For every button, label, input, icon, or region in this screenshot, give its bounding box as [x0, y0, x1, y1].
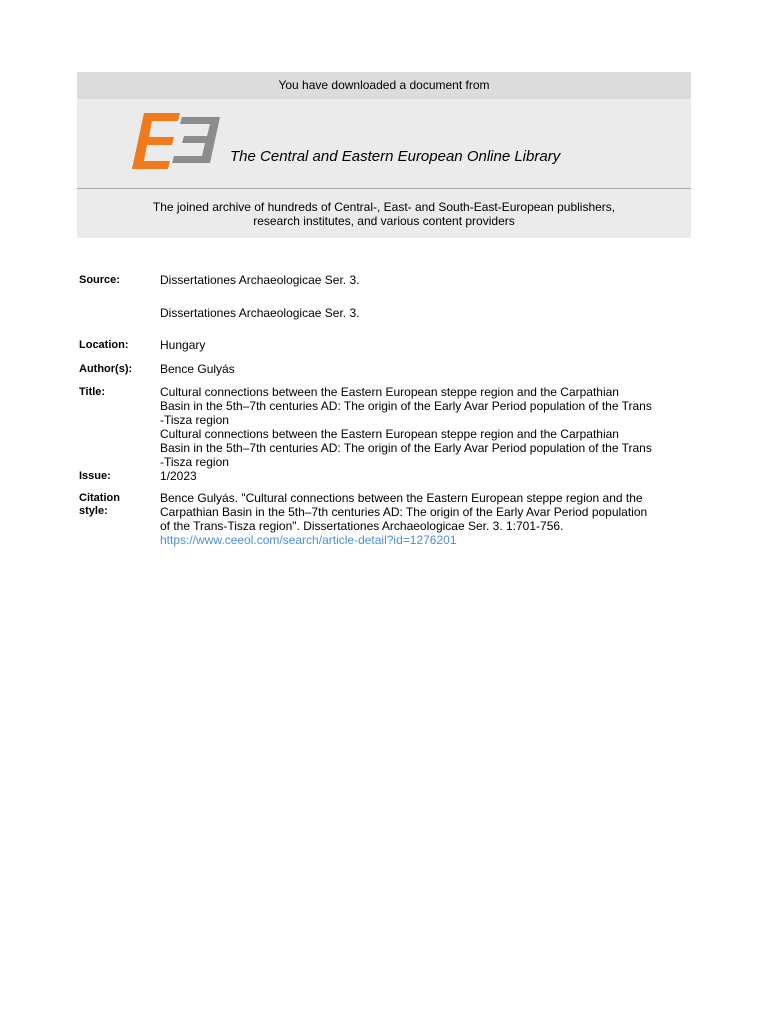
citation-label-line: style: — [79, 505, 108, 517]
library-title: The Central and Eastern European Online Library — [230, 148, 561, 165]
title-line: Basin in the 5th–7th centuries AD: The origin of the Early Avar Period population of the Trans — [160, 399, 652, 413]
authors-value: Bence Gulyás — [160, 362, 235, 376]
title-line: -Tisza region — [160, 455, 229, 469]
citation-line: of the Trans-Tisza region". Dissertationes Archaeologicae Ser. 3. 1:701-756. — [160, 519, 564, 533]
source-value-secondary: Dissertationes Archaeologicae Ser. 3. — [160, 306, 360, 320]
source-value: Dissertationes Archaeologicae Ser. 3. — [160, 273, 360, 287]
ceeol-banner — [77, 72, 691, 238]
authors-label: Author(s): — [79, 363, 133, 375]
citation-label — [79, 492, 120, 518]
download-notice: You have downloaded a document from — [77, 72, 691, 99]
ceeol-e3-logo-icon — [130, 113, 222, 171]
issue-label: Issue: — [79, 470, 111, 482]
title-line: Cultural connections between the Eastern European steppe region and the Carpathian — [160, 385, 619, 399]
title-value — [160, 385, 700, 469]
logo-row — [77, 99, 691, 188]
citation-line: Bence Gulyás. "Cultural connections between the Eastern European steppe region and the — [160, 491, 643, 505]
tagline-line-1: The joined archive of hundreds of Central-, East- and South-East-European publishers, — [152, 200, 616, 214]
title-line: Cultural connections between the Eastern European steppe region and the Carpathian — [160, 427, 619, 441]
title-line: Basin in the 5th–7th centuries AD: The origin of the Early Avar Period population of the Trans — [160, 441, 652, 455]
article-link[interactable]: https://www.ceeol.com/search/article-detail?id=1276201 — [160, 533, 457, 547]
location-value: Hungary — [160, 338, 206, 352]
citation-line: Carpathian Basin in the 5th–7th centuries AD: The origin of the Early Avar Period population — [160, 505, 648, 519]
location-label: Location: — [79, 339, 129, 351]
tagline-line-2: research institutes, and various content providers — [253, 214, 515, 228]
source-label: Source: — [79, 274, 120, 286]
issue-value: 1/2023 — [160, 469, 197, 483]
title-label: Title: — [79, 386, 106, 398]
citation-value — [160, 491, 700, 547]
tagline — [77, 189, 691, 228]
citation-label-line: Citation — [79, 492, 120, 504]
title-line: -Tisza region — [160, 413, 229, 427]
